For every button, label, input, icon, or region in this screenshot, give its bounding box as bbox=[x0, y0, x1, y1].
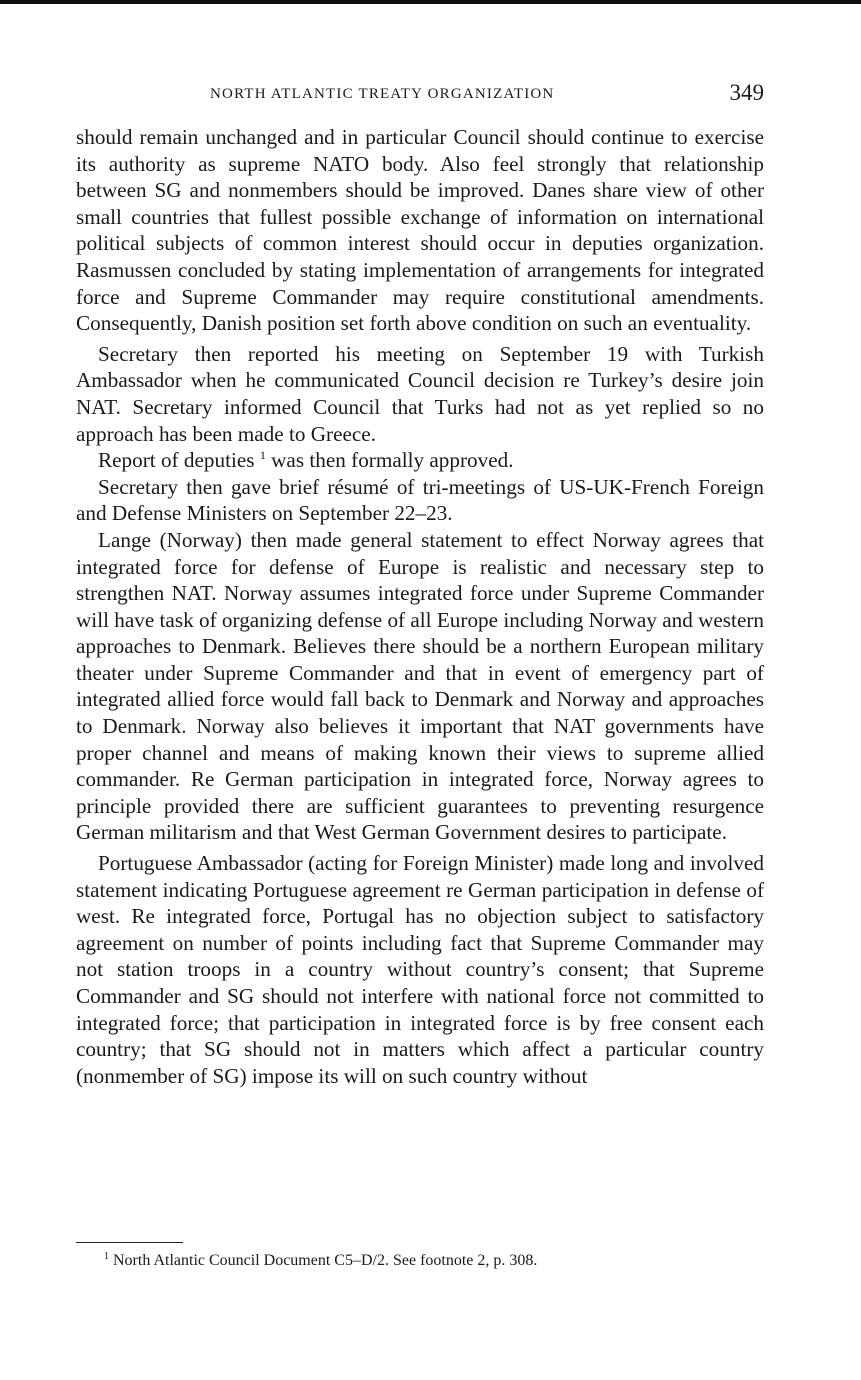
page-header bbox=[76, 80, 764, 110]
footnote-rule bbox=[76, 1242, 183, 1243]
deputies-report-text-end: was then formally approved. bbox=[271, 448, 514, 473]
deputies-report-text: Report of deputies bbox=[98, 448, 255, 473]
footnote-marker: 1 bbox=[104, 1251, 109, 1262]
paragraph-tri-meetings: Secretary then gave brief résumé of tri-meetings of US-UK-French Foreign and Defense Ministers on September 22–23. bbox=[76, 474, 764, 526]
footnote-text: North Atlantic Council Document C5–D/2. See footnote 2, p. 308. bbox=[113, 1252, 538, 1269]
footnote-reference: 1 bbox=[259, 448, 266, 463]
paragraph-norway: Lange (Norway) then made general statement to effect Norway agrees that integrated force for defense of Europe is realistic and necessary step to strengthen NAT. Norway assumes integrated force under Supreme Commander will have task of organizing defense of all Europe including Norway and western approaches to Denmark. Believes there should be a northern European military theater under Supreme Commander and that in event of emergency part of integrated allied force would fall back to Denmark and Norway and approaches to Denmark. Norway also believes it important that NAT governments have proper channel and means of making known their views to supreme allied commander. Re German participation in integrated force, Norway agrees to principle provided there are sufficient guarantees to preventing resurgence German militarism and that West German Government desires to participate. bbox=[76, 527, 764, 845]
running-head: NORTH ATLANTIC TREATY ORGANIZATION bbox=[210, 86, 555, 102]
top-border-rule bbox=[0, 0, 861, 4]
body-text bbox=[76, 124, 764, 1089]
paragraph-deputies-report bbox=[76, 447, 764, 474]
footnote bbox=[104, 1251, 724, 1271]
page-number: 349 bbox=[729, 80, 764, 105]
paragraph-continuation: should remain unchanged and in particular Council should continue to exercise its authority as supreme NATO body. Also feel strongly that relationship between SG and nonmembers should be improved. Danes share view of other small countries that fullest possible exchange of information on international political subjects of common interest should occur in deputies organization. Rasmussen concluded by stating implementation of arrangements for integrated force and Supreme Commander may require constitutional amendments. Consequently, Danish position set forth above condition on such an eventuality. bbox=[76, 125, 764, 336]
paragraph-turkey: Secretary then reported his meeting on September 19 with Turkish Ambassador when he communicated Council decision re Turkey’s desire join NAT. Secretary informed Council that Turks had not as yet replied so no approach has been made to Greece. bbox=[76, 341, 764, 446]
paragraph-portugal: Portuguese Ambassador (acting for Foreign Minister) made long and involved statement indicating Portuguese agreement re German participation in defense of west. Re integrated force, Portugal has no objection subject to satisfactory agreement on number of points including fact that Supreme Commander may not station troops in a country without country’s consent; that Supreme Commander and SG should not interfere with national force not committed to integrated force; that participation in integrated force is by free consent each country; that SG should not in matters which affect a particular country (nonmember of SG) impose its will on such country without bbox=[76, 851, 764, 1088]
